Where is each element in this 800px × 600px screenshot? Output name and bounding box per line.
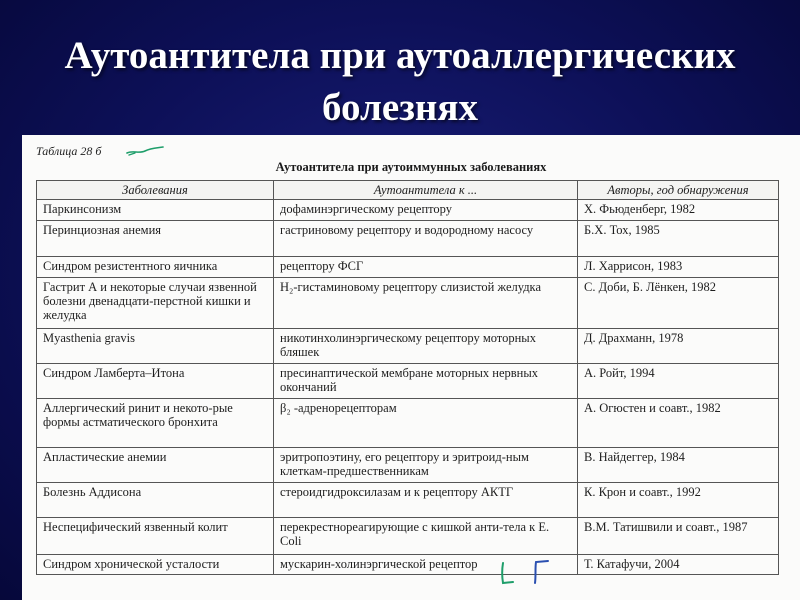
column-header-authors: Авторы, год обнаружения bbox=[578, 181, 779, 200]
blue-g-pen-mark-icon bbox=[530, 558, 552, 586]
table-row bbox=[37, 555, 779, 575]
table-row bbox=[37, 257, 779, 278]
cell-authors: А. Огюстен и соавт., 1982 bbox=[578, 399, 779, 448]
cell-disease: Синдром хронической усталости bbox=[37, 555, 274, 575]
cell-disease: Myasthenia gravis bbox=[37, 329, 274, 364]
table-row bbox=[37, 329, 779, 364]
cell-disease: Гастрит А и некоторые случаи язвенной болезни двенадцати-перстной кишки и желудка bbox=[37, 278, 274, 329]
cell-disease: Перинциозная анемия bbox=[37, 221, 274, 257]
cell-antibodies: эритропоэтину, его рецептору и эритроид-ным клеткам-предшественникам bbox=[274, 448, 578, 483]
cell-disease: Синдром Ламберта–Итона bbox=[37, 364, 274, 399]
cell-authors: Т. Катафучи, 2004 bbox=[578, 555, 779, 575]
cell-antibodies: рецептору ФСГ bbox=[274, 257, 578, 278]
cell-antibodies: H₂-гистаминовому рецептору слизистой желудка bbox=[274, 278, 578, 329]
cell-authors: С. Доби, Б. Лёнкен, 1982 bbox=[578, 278, 779, 329]
slide-title-line-2: болезнях bbox=[322, 86, 478, 129]
table-row bbox=[37, 399, 779, 448]
cell-antibodies: никотинхолинэргическому рецептору моторных бляшек bbox=[274, 329, 578, 364]
cell-antibodies: перекрестнореагирующие с кишкой анти-тела к E. Coli bbox=[274, 518, 578, 555]
cell-disease: Синдром резистентного яичника bbox=[37, 257, 274, 278]
table-row bbox=[37, 483, 779, 518]
autoantibody-table bbox=[36, 180, 779, 575]
cell-antibodies: дофаминэргическому рецептору bbox=[274, 200, 578, 221]
cell-antibodies: стероидгидроксилазам и к рецептору АКТГ bbox=[274, 483, 578, 518]
table-row bbox=[37, 448, 779, 483]
slide-title-line-1: Аутоантитела при аутоаллергических bbox=[64, 34, 736, 77]
green-pen-mark-icon bbox=[125, 142, 165, 158]
green-l-pen-mark-icon bbox=[498, 561, 518, 587]
cell-authors: В. Найдеггер, 1984 bbox=[578, 448, 779, 483]
cell-antibodies: β₂ -адренорецепторам bbox=[274, 399, 578, 448]
column-header-disease: Заболевания bbox=[37, 181, 274, 200]
slide-title bbox=[0, 30, 800, 134]
table-row bbox=[37, 518, 779, 555]
table-row bbox=[37, 364, 779, 399]
table-number: Таблица 28 б bbox=[36, 144, 102, 158]
cell-authors: А. Ройт, 1994 bbox=[578, 364, 779, 399]
scanned-table-page bbox=[22, 135, 800, 600]
cell-authors: В.М. Татишвили и соавт., 1987 bbox=[578, 518, 779, 555]
cell-authors: Л. Харрисон, 1983 bbox=[578, 257, 779, 278]
cell-authors: Б.Х. Тох, 1985 bbox=[578, 221, 779, 257]
cell-authors: Д. Драхманн, 1978 bbox=[578, 329, 779, 364]
table-header-row bbox=[37, 181, 779, 200]
cell-antibodies: мускарин-холинэргической рецептор bbox=[274, 555, 578, 575]
cell-authors: Х. Фьюденберг, 1982 bbox=[578, 200, 779, 221]
table-caption: Аутоантитела при аутоиммунных заболеваниях bbox=[275, 160, 547, 174]
cell-antibodies: гастриновому рецептору и водородному насосу bbox=[274, 221, 578, 257]
cell-antibodies: пресинаптической мембране моторных нервных окончаний bbox=[274, 364, 578, 399]
cell-disease: Апластические анемии bbox=[37, 448, 274, 483]
cell-disease: Паркинсонизм bbox=[37, 200, 274, 221]
table-row bbox=[37, 278, 779, 329]
table-row bbox=[37, 200, 779, 221]
table-row bbox=[37, 221, 779, 257]
cell-disease: Неспецифический язвенный колит bbox=[37, 518, 274, 555]
column-header-antibodies: Аутоантитела к ... bbox=[274, 181, 578, 200]
cell-disease: Болезнь Аддисона bbox=[37, 483, 274, 518]
cell-disease: Аллергический ринит и некото-рые формы астматического бронхита bbox=[37, 399, 274, 448]
cell-authors: К. Крон и соавт., 1992 bbox=[578, 483, 779, 518]
